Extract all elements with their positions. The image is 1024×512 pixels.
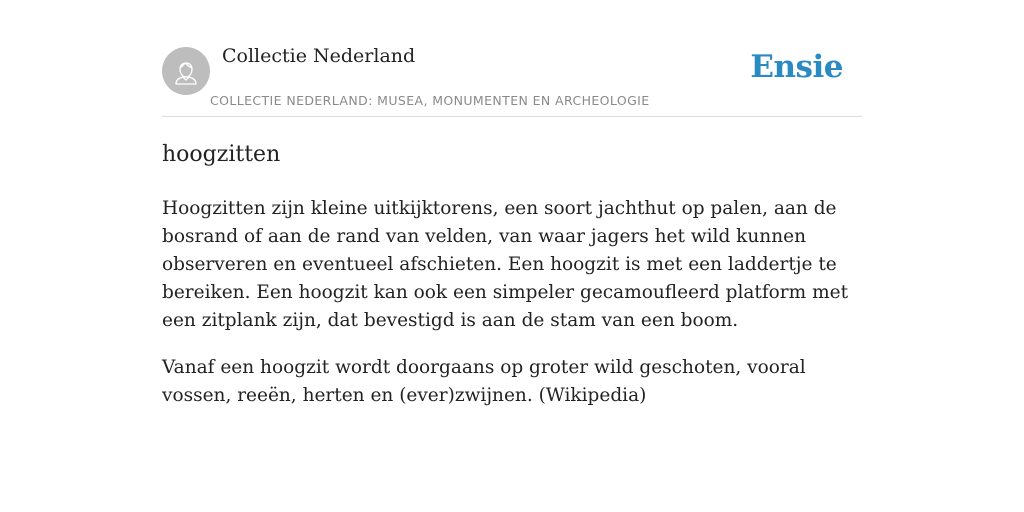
user-silhouette-icon: [162, 47, 210, 95]
entry-paragraph: Vanaf een hoogzit wordt doorgaans op groter wild geschoten, vooral vossen, reeën, herten en (ever)zwijnen. (Wikipedia): [162, 357, 806, 406]
collection-link[interactable]: COLLECTIE NEDERLAND: MUSEA, MONUMENTEN EN ARCHEOLOGIE: [210, 93, 650, 108]
entry-paragraph: Hoogzitten zijn kleine uitkijktorens, een soort jachthut op palen, aan de bosrand of aan de rand van velden, van waar jagers het wild kunnen observeren en eventueel afschieten. Een hoogzit is met een laddertje te bereiken. Een hoogzit kan ook een simpeler gecamoufleerd platform met een zitplank zijn, dat bevestigd is aan de stam van een boom.: [162, 198, 848, 331]
entry-content: [162, 138, 862, 429]
header: [162, 0, 862, 117]
brand-logo[interactable]: Ensie: [750, 49, 843, 85]
author-name[interactable]: Collectie Nederland: [222, 45, 416, 67]
entry-title: hoogzitten: [162, 142, 281, 167]
avatar[interactable]: [162, 47, 210, 95]
